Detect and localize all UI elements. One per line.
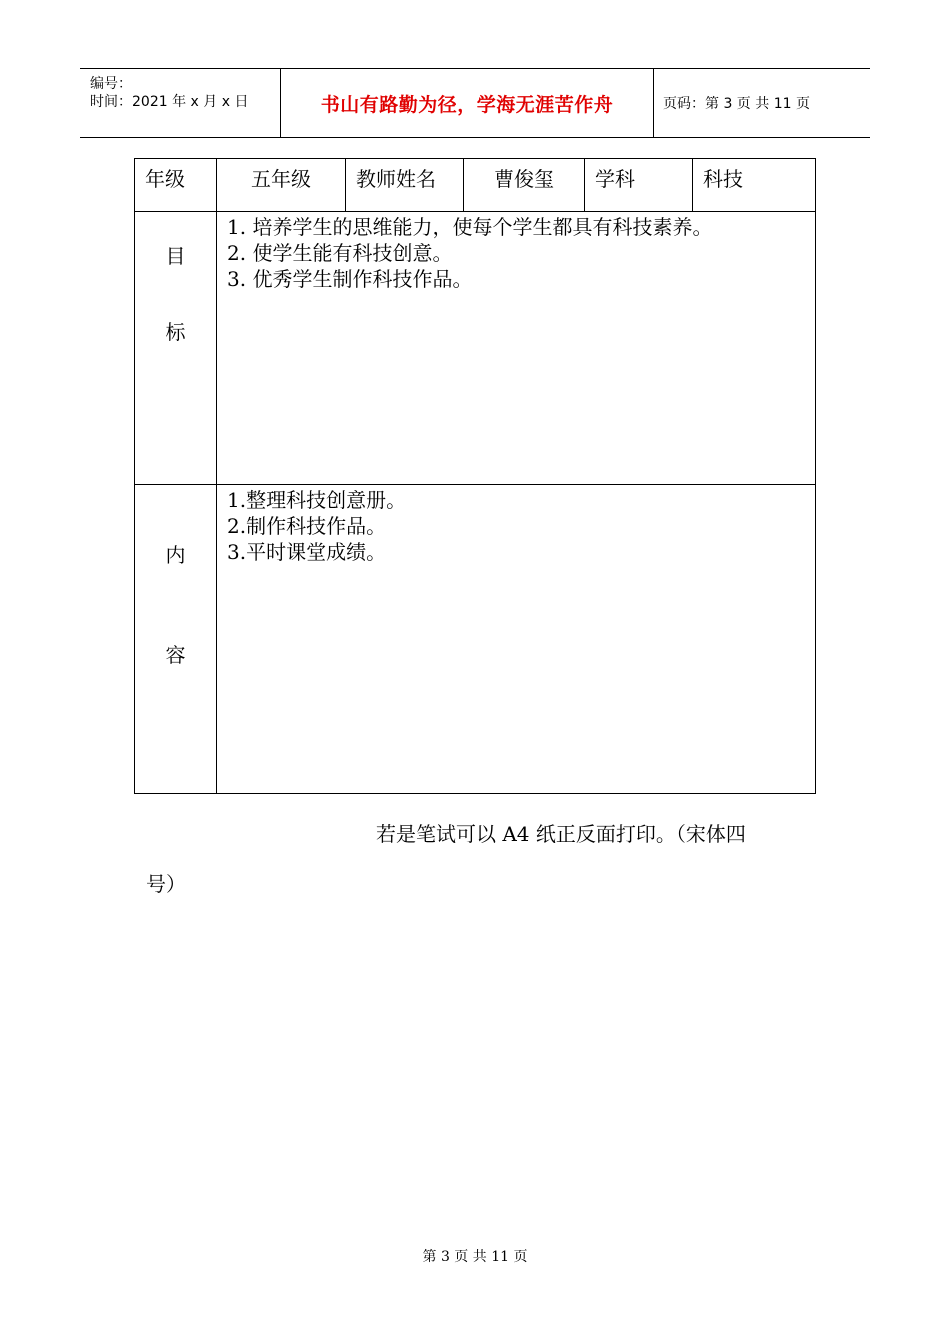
- print-note: 若是笔试可以 A4 纸正反面打印。（宋体四: [376, 822, 746, 846]
- goal-label-cell: [135, 212, 217, 485]
- time-label: 时间：2021 年 x 月 x 日: [90, 94, 249, 110]
- subject-value: 科技: [693, 159, 816, 212]
- number-label: 编号：: [90, 76, 132, 92]
- header-motto: 书山有路勤为径，学海无涯苦作舟: [281, 69, 654, 137]
- goals-cell: [217, 212, 816, 485]
- table-row: [135, 159, 816, 212]
- subject-label: 学科: [585, 159, 693, 212]
- grade-value: 五年级: [217, 159, 346, 212]
- contents-cell: [217, 485, 816, 794]
- table-row: [135, 485, 816, 794]
- grade-label: 年级: [135, 159, 217, 212]
- header-meta: [80, 69, 281, 137]
- page-footer: 第 3 页 共 11 页: [422, 1249, 528, 1265]
- content-label-char-1: 内: [165, 543, 186, 567]
- content-item: 2.制作科技作品。: [227, 514, 387, 538]
- goal-item: 2. 使学生能有科技创意。: [227, 241, 453, 265]
- content-label-cell: [135, 485, 217, 794]
- goal-label-char-2: 标: [165, 320, 186, 344]
- goal-label-char-1: 目: [165, 244, 186, 268]
- goal-item: 3. 优秀学生制作科技作品。: [227, 267, 473, 291]
- table-row: [135, 212, 816, 485]
- content-label-char-2: 容: [165, 643, 186, 667]
- teacher-value: 曹俊玺: [464, 159, 585, 212]
- lesson-table: [134, 158, 816, 794]
- print-note-continued: 号）: [146, 872, 186, 896]
- content-item: 3.平时课堂成绩。: [227, 540, 387, 564]
- page-header: [80, 68, 870, 138]
- content-item: 1.整理科技创意册。: [227, 488, 407, 512]
- header-page-info: 页码：第 3 页 共 11 页: [663, 96, 810, 112]
- goal-item: 1. 培养学生的思维能力，使每个学生都具有科技素养。: [227, 215, 713, 239]
- teacher-label: 教师姓名: [346, 159, 464, 212]
